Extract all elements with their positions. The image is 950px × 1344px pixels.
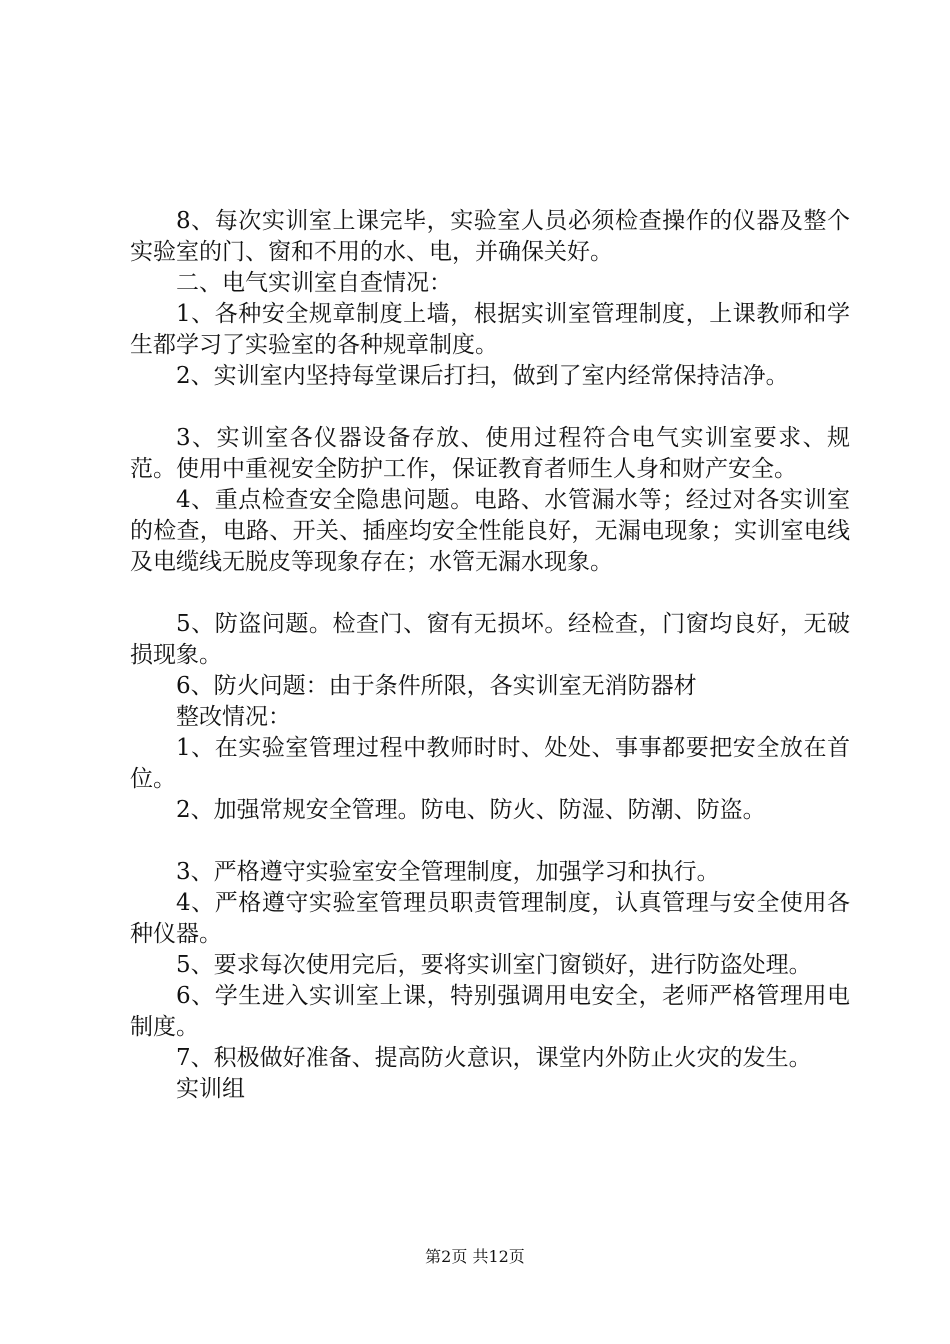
paragraph: 2、加强常规安全管理。防电、防火、防湿、防潮、防盗。 xyxy=(176,797,766,823)
paragraph: 3、实训室各仪器设备存放、使用过程符合电气实训室要求、规范。使用中重视安全防护工作，保证教育者师生人身和财产安全。 xyxy=(130,425,850,482)
paragraph: 8、每次实训室上课完毕，实验室人员必须检查操作的仪器及整个实验室的门、窗和不用的水、电，并确保关好。 xyxy=(130,208,850,265)
paragraph: 2、实训室内坚持每堂课后打扫，做到了室内经常保持洁净。 xyxy=(176,363,789,389)
paragraph: 4、严格遵守实验室管理员职责管理制度，认真管理与安全使用各种仪器。 xyxy=(130,890,850,947)
paragraph: 4、重点检查安全隐患问题。电路、水管漏水等；经过对各实训室的检查，电路、开关、插座均安全性能良好，无漏电现象；实训室电线及电缆线无脱皮等现象存在；水管无漏水现象。 xyxy=(130,487,850,575)
signature-line: 实训组 xyxy=(176,1076,245,1102)
paragraph: 1、各种安全规章制度上墙，根据实训室管理制度，上课教师和学生都学习了实验室的各种规章制度。 xyxy=(130,301,850,358)
section-heading: 整改情况： xyxy=(176,704,291,730)
paragraph: 6、防火问题：由于条件所限，各实训室无消防器材 xyxy=(176,673,697,699)
paragraph: 6、学生进入实训室上课，特别强调用电安全，老师严格管理用电制度。 xyxy=(130,983,850,1040)
paragraph: 3、严格遵守实验室安全管理制度，加强学习和执行。 xyxy=(176,859,720,885)
paragraph: 5、防盗问题。检查门、窗有无损坏。经检查，门窗均良好，无破损现象。 xyxy=(130,611,850,668)
paragraph: 7、积极做好准备、提高防火意识，课堂内外防止火灾的发生。 xyxy=(176,1045,812,1071)
document-body xyxy=(130,206,850,1105)
page-footer: 第2页 共12页 xyxy=(425,1247,525,1266)
paragraph: 1、在实验室管理过程中教师时时、处处、事事都要把安全放在首位。 xyxy=(130,735,850,792)
paragraph: 5、要求每次使用完后，要将实训室门窗锁好，进行防盗处理。 xyxy=(176,952,812,978)
section-heading: 二、电气实训室自查情况： xyxy=(176,270,452,296)
